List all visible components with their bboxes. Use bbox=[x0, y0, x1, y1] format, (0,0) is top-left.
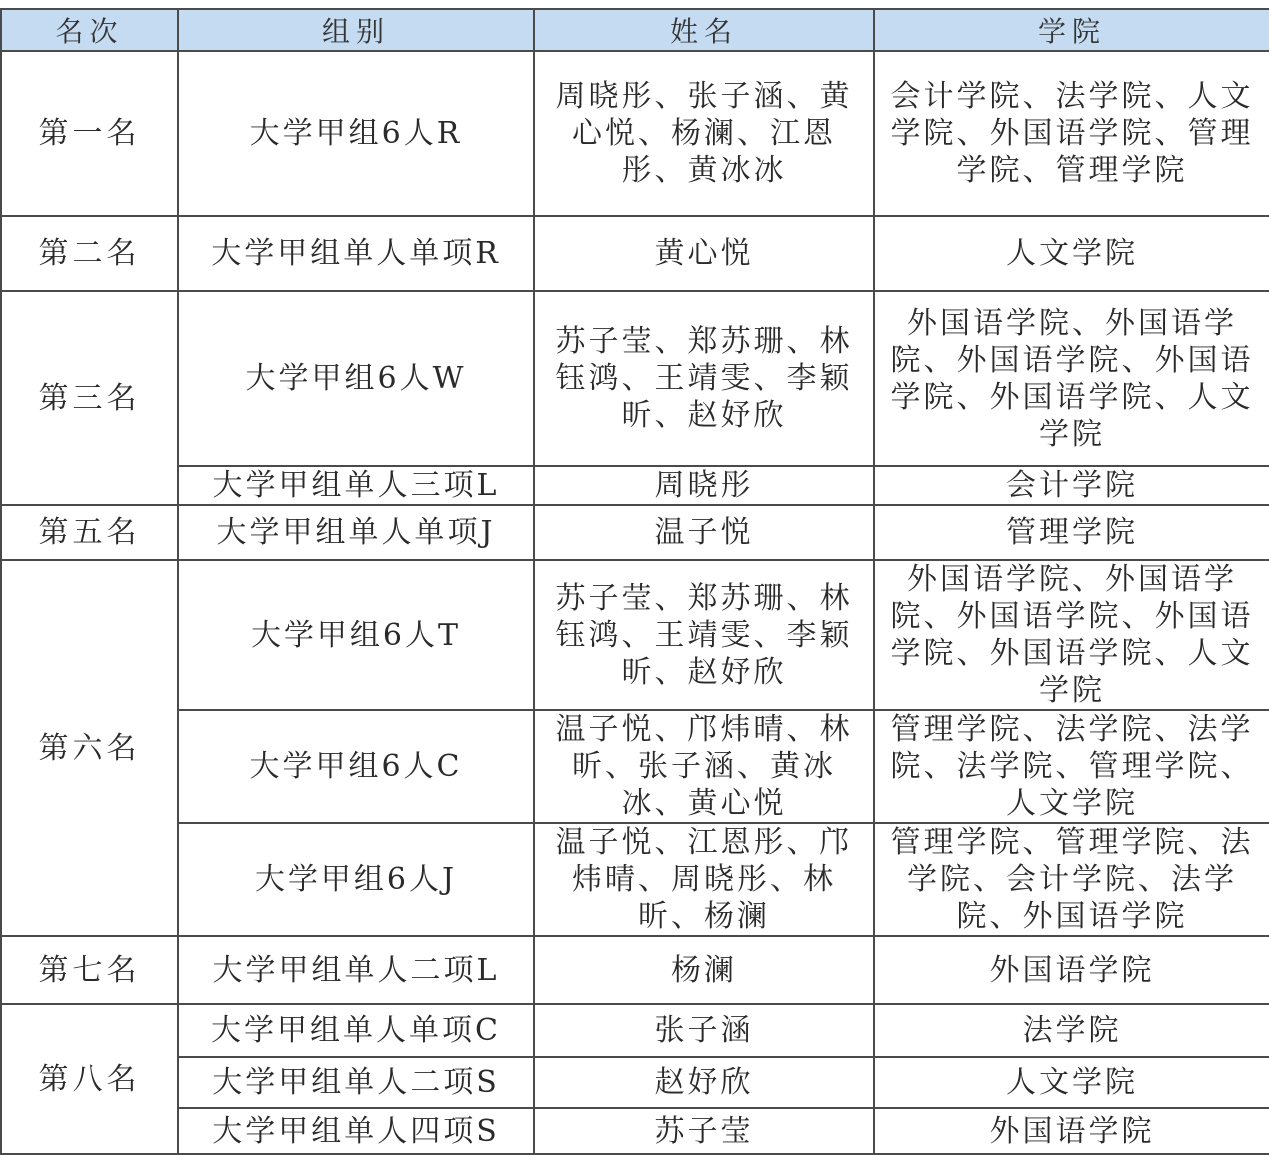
college-cell: 人文学院 bbox=[874, 1057, 1269, 1108]
group-cell: 大学甲组6人R bbox=[178, 51, 534, 216]
table-row bbox=[1, 1057, 1269, 1108]
college-cell: 人文学院 bbox=[874, 216, 1269, 291]
group-cell: 大学甲组单人二项L bbox=[178, 936, 534, 1004]
names-cell: 苏子莹 bbox=[534, 1108, 874, 1154]
table-row bbox=[1, 466, 1269, 505]
college-cell: 外国语学院 bbox=[874, 936, 1269, 1004]
table-row bbox=[1, 291, 1269, 466]
college-cell: 管理学院、法学院、法学院、法学院、管理学院、人文学院 bbox=[874, 710, 1269, 823]
rank-cell: 第八名 bbox=[1, 1004, 178, 1154]
group-cell: 大学甲组单人单项J bbox=[178, 505, 534, 560]
table-row bbox=[1, 1004, 1269, 1057]
table-row bbox=[1, 823, 1269, 936]
header-group: 组别 bbox=[178, 9, 534, 51]
group-cell: 大学甲组单人二项S bbox=[178, 1057, 534, 1108]
college-cell: 会计学院、法学院、人文学院、外国语学院、管理学院、管理学院 bbox=[874, 51, 1269, 216]
names-cell: 杨澜 bbox=[534, 936, 874, 1004]
names-cell: 赵妤欣 bbox=[534, 1057, 874, 1108]
results-table bbox=[0, 8, 1269, 1155]
table-row bbox=[1, 710, 1269, 823]
college-cell: 外国语学院、外国语学院、外国语学院、外国语学院、外国语学院、人文学院 bbox=[874, 291, 1269, 466]
group-cell: 大学甲组单人单项R bbox=[178, 216, 534, 291]
top-strip bbox=[0, 0, 1269, 8]
names-cell: 苏子莹、郑苏珊、林钰鸿、王靖雯、李颖昕、赵妤欣 bbox=[534, 560, 874, 710]
names-cell: 苏子莹、郑苏珊、林钰鸿、王靖雯、李颖昕、赵妤欣 bbox=[534, 291, 874, 466]
group-cell: 大学甲组单人四项S bbox=[178, 1108, 534, 1154]
table-row bbox=[1, 1108, 1269, 1154]
group-cell: 大学甲组6人C bbox=[178, 710, 534, 823]
college-cell: 法学院 bbox=[874, 1004, 1269, 1057]
rank-cell: 第三名 bbox=[1, 291, 178, 505]
names-cell: 温子悦 bbox=[534, 505, 874, 560]
header-rank: 名次 bbox=[1, 9, 178, 51]
names-cell: 周晓彤 bbox=[534, 466, 874, 505]
table-row bbox=[1, 560, 1269, 710]
group-cell: 大学甲组6人J bbox=[178, 823, 534, 936]
college-cell: 管理学院 bbox=[874, 505, 1269, 560]
header-name: 姓名 bbox=[534, 9, 874, 51]
rank-cell: 第七名 bbox=[1, 936, 178, 1004]
table-row bbox=[1, 51, 1269, 216]
group-cell: 大学甲组6人W bbox=[178, 291, 534, 466]
table-row bbox=[1, 936, 1269, 1004]
group-cell: 大学甲组单人三项L bbox=[178, 466, 534, 505]
table-row bbox=[1, 216, 1269, 291]
rank-cell: 第六名 bbox=[1, 560, 178, 936]
group-cell: 大学甲组单人单项C bbox=[178, 1004, 534, 1057]
rank-cell: 第一名 bbox=[1, 51, 178, 216]
rank-cell: 第五名 bbox=[1, 505, 178, 560]
group-cell: 大学甲组6人T bbox=[178, 560, 534, 710]
college-cell: 会计学院 bbox=[874, 466, 1269, 505]
names-cell: 温子悦、邝炜晴、林昕、张子涵、黄冰冰、黄心悦 bbox=[534, 710, 874, 823]
names-cell: 周晓彤、张子涵、黄心悦、杨澜、江恩彤、黄冰冰 bbox=[534, 51, 874, 216]
rank-cell: 第二名 bbox=[1, 216, 178, 291]
names-cell: 黄心悦 bbox=[534, 216, 874, 291]
header-college: 学院 bbox=[874, 9, 1269, 51]
table-row bbox=[1, 505, 1269, 560]
college-cell: 外国语学院 bbox=[874, 1108, 1269, 1154]
college-cell: 管理学院、管理学院、法学院、会计学院、法学院、外国语学院 bbox=[874, 823, 1269, 936]
college-cell: 外国语学院、外国语学院、外国语学院、外国语学院、外国语学院、人文学院 bbox=[874, 560, 1269, 710]
names-cell: 温子悦、江恩彤、邝炜晴、周晓彤、林昕、杨澜 bbox=[534, 823, 874, 936]
header-row bbox=[1, 9, 1269, 51]
names-cell: 张子涵 bbox=[534, 1004, 874, 1057]
